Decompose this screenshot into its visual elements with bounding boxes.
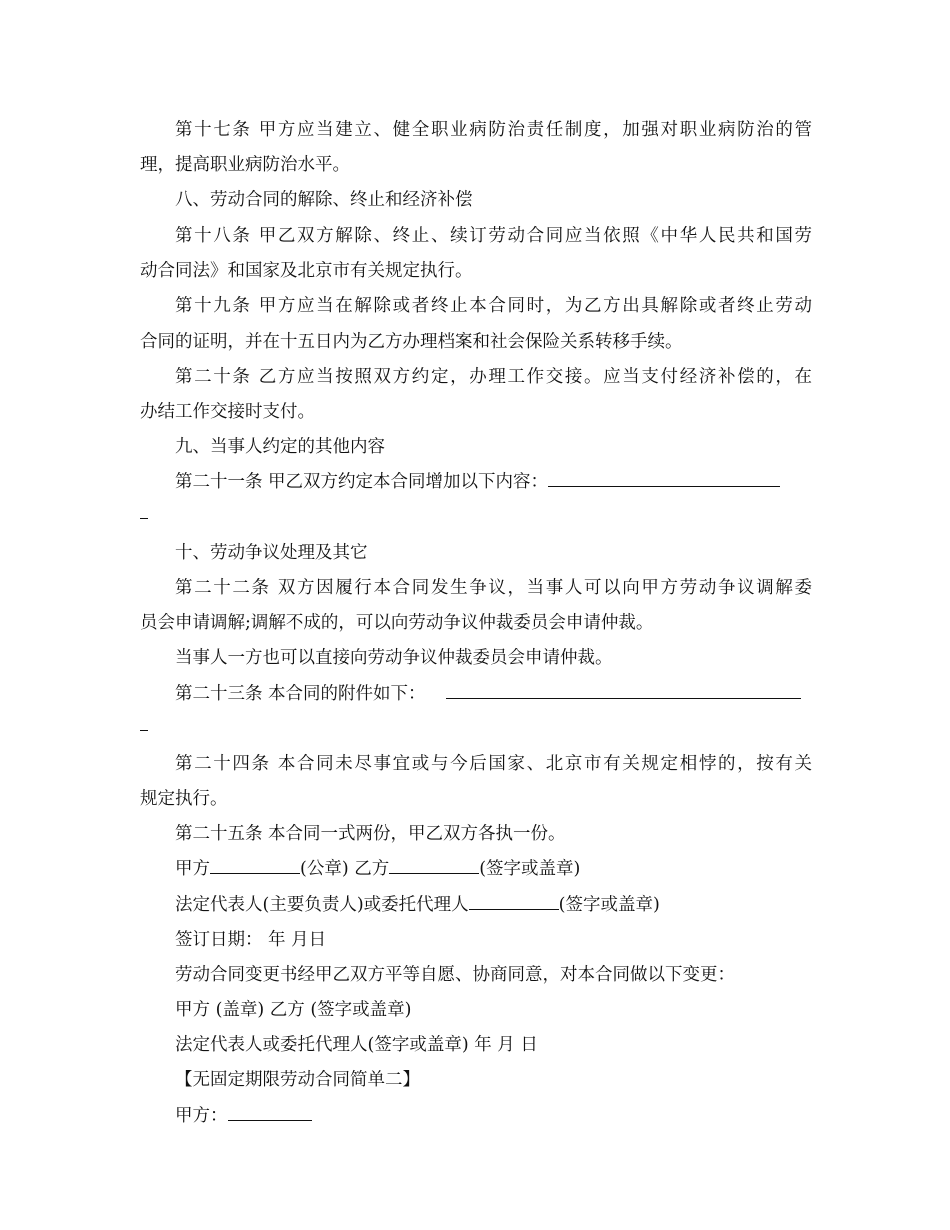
article-24-line-2: 规定执行。 [140,789,228,809]
representative-label: 法定代表人(主要负责人)或委托代理人 [175,895,469,915]
party-a-name-blank [228,1104,312,1121]
representative-sign-note: (签字或盖章) [558,895,660,915]
article-24-line-1: 第二十四条 本合同未尽事宜或与今后国家、北京市有关规定相悖的，按有关 [175,754,812,774]
article-21-text: 第二十一条 甲乙双方约定本合同增加以下内容： [175,472,549,492]
article-21-blank-continuation [140,518,148,519]
article-23-line [175,682,812,706]
article-19-line-1: 第十九条 甲方应当在解除或者终止本合同时，为乙方出具解除或者终止劳动 [175,296,812,316]
article-23-blank-continuation [140,730,148,731]
party-a-label: 甲方 [175,859,210,879]
article-17-line-2: 理，提高职业病防治水平。 [140,155,350,175]
article-20-line-2: 办结工作交接时支付。 [140,402,315,422]
signing-date: 签订日期： 年 月日 [175,930,327,950]
article-23-text: 第二十三条 本合同的附件如下： [175,684,426,704]
article-18-line-1: 第十八条 甲乙双方解除、终止、续订劳动合同应当依照《中华人民共和国劳 [175,226,812,246]
party-b-sign-note: (签字或盖章) [479,859,581,879]
party-b-label: (公章) 乙方 [300,859,390,879]
article-21-line [175,470,812,494]
party-a-seal-blank [210,857,300,874]
article-17-line-1: 第十七条 甲方应当建立、健全职业病防治责任制度，加强对职业病防治的管 [175,120,812,140]
article-25-line: 第二十五条 本合同一式两份，甲乙双方各执一份。 [175,824,566,844]
section-10-heading: 十、劳动争议处理及其它 [175,543,368,563]
article-21-blank [548,470,780,487]
signature-line-representative [175,893,812,917]
change-signature-representative: 法定代表人或委托代理人(签字或盖章) 年 月 日 [175,1035,538,1055]
section-9-heading: 九、当事人约定的其他内容 [175,437,385,457]
change-statement: 劳动合同变更书经甲乙双方平等自愿、协商同意，对本合同做以下变更： [175,965,735,985]
signature-line-parties [175,857,812,881]
article-22-line-3: 当事人一方也可以直接向劳动争议仲裁委员会申请仲裁。 [175,648,613,668]
article-22-line-2: 员会申请调解;调解不成的，可以向劳动争议仲裁委员会申请仲裁。 [140,613,654,633]
party-a-heading: 甲方： [175,1106,228,1126]
representative-blank [469,893,559,910]
second-contract-title: 【无固定期限劳动合同简单二】 [175,1070,420,1090]
article-19-line-2: 合同的证明，并在十五日内为乙方办理档案和社会保险关系转移手续。 [140,332,683,352]
second-contract-party-a [175,1104,812,1128]
change-signature-parties: 甲方 (盖章) 乙方 (签字或盖章) [175,1000,412,1020]
section-8-heading: 八、劳动合同的解除、终止和经济补偿 [175,190,473,210]
article-23-blank [446,682,801,699]
article-22-line-1: 第二十二条 双方因履行本合同发生争议，当事人可以向甲方劳动争议调解委 [175,578,812,598]
article-18-line-2: 动合同法》和国家及北京市有关规定执行。 [140,261,473,281]
article-20-line-1: 第二十条 乙方应当按照双方约定，办理工作交接。应当支付经济补偿的，在 [175,367,812,387]
party-b-sign-blank [389,857,479,874]
